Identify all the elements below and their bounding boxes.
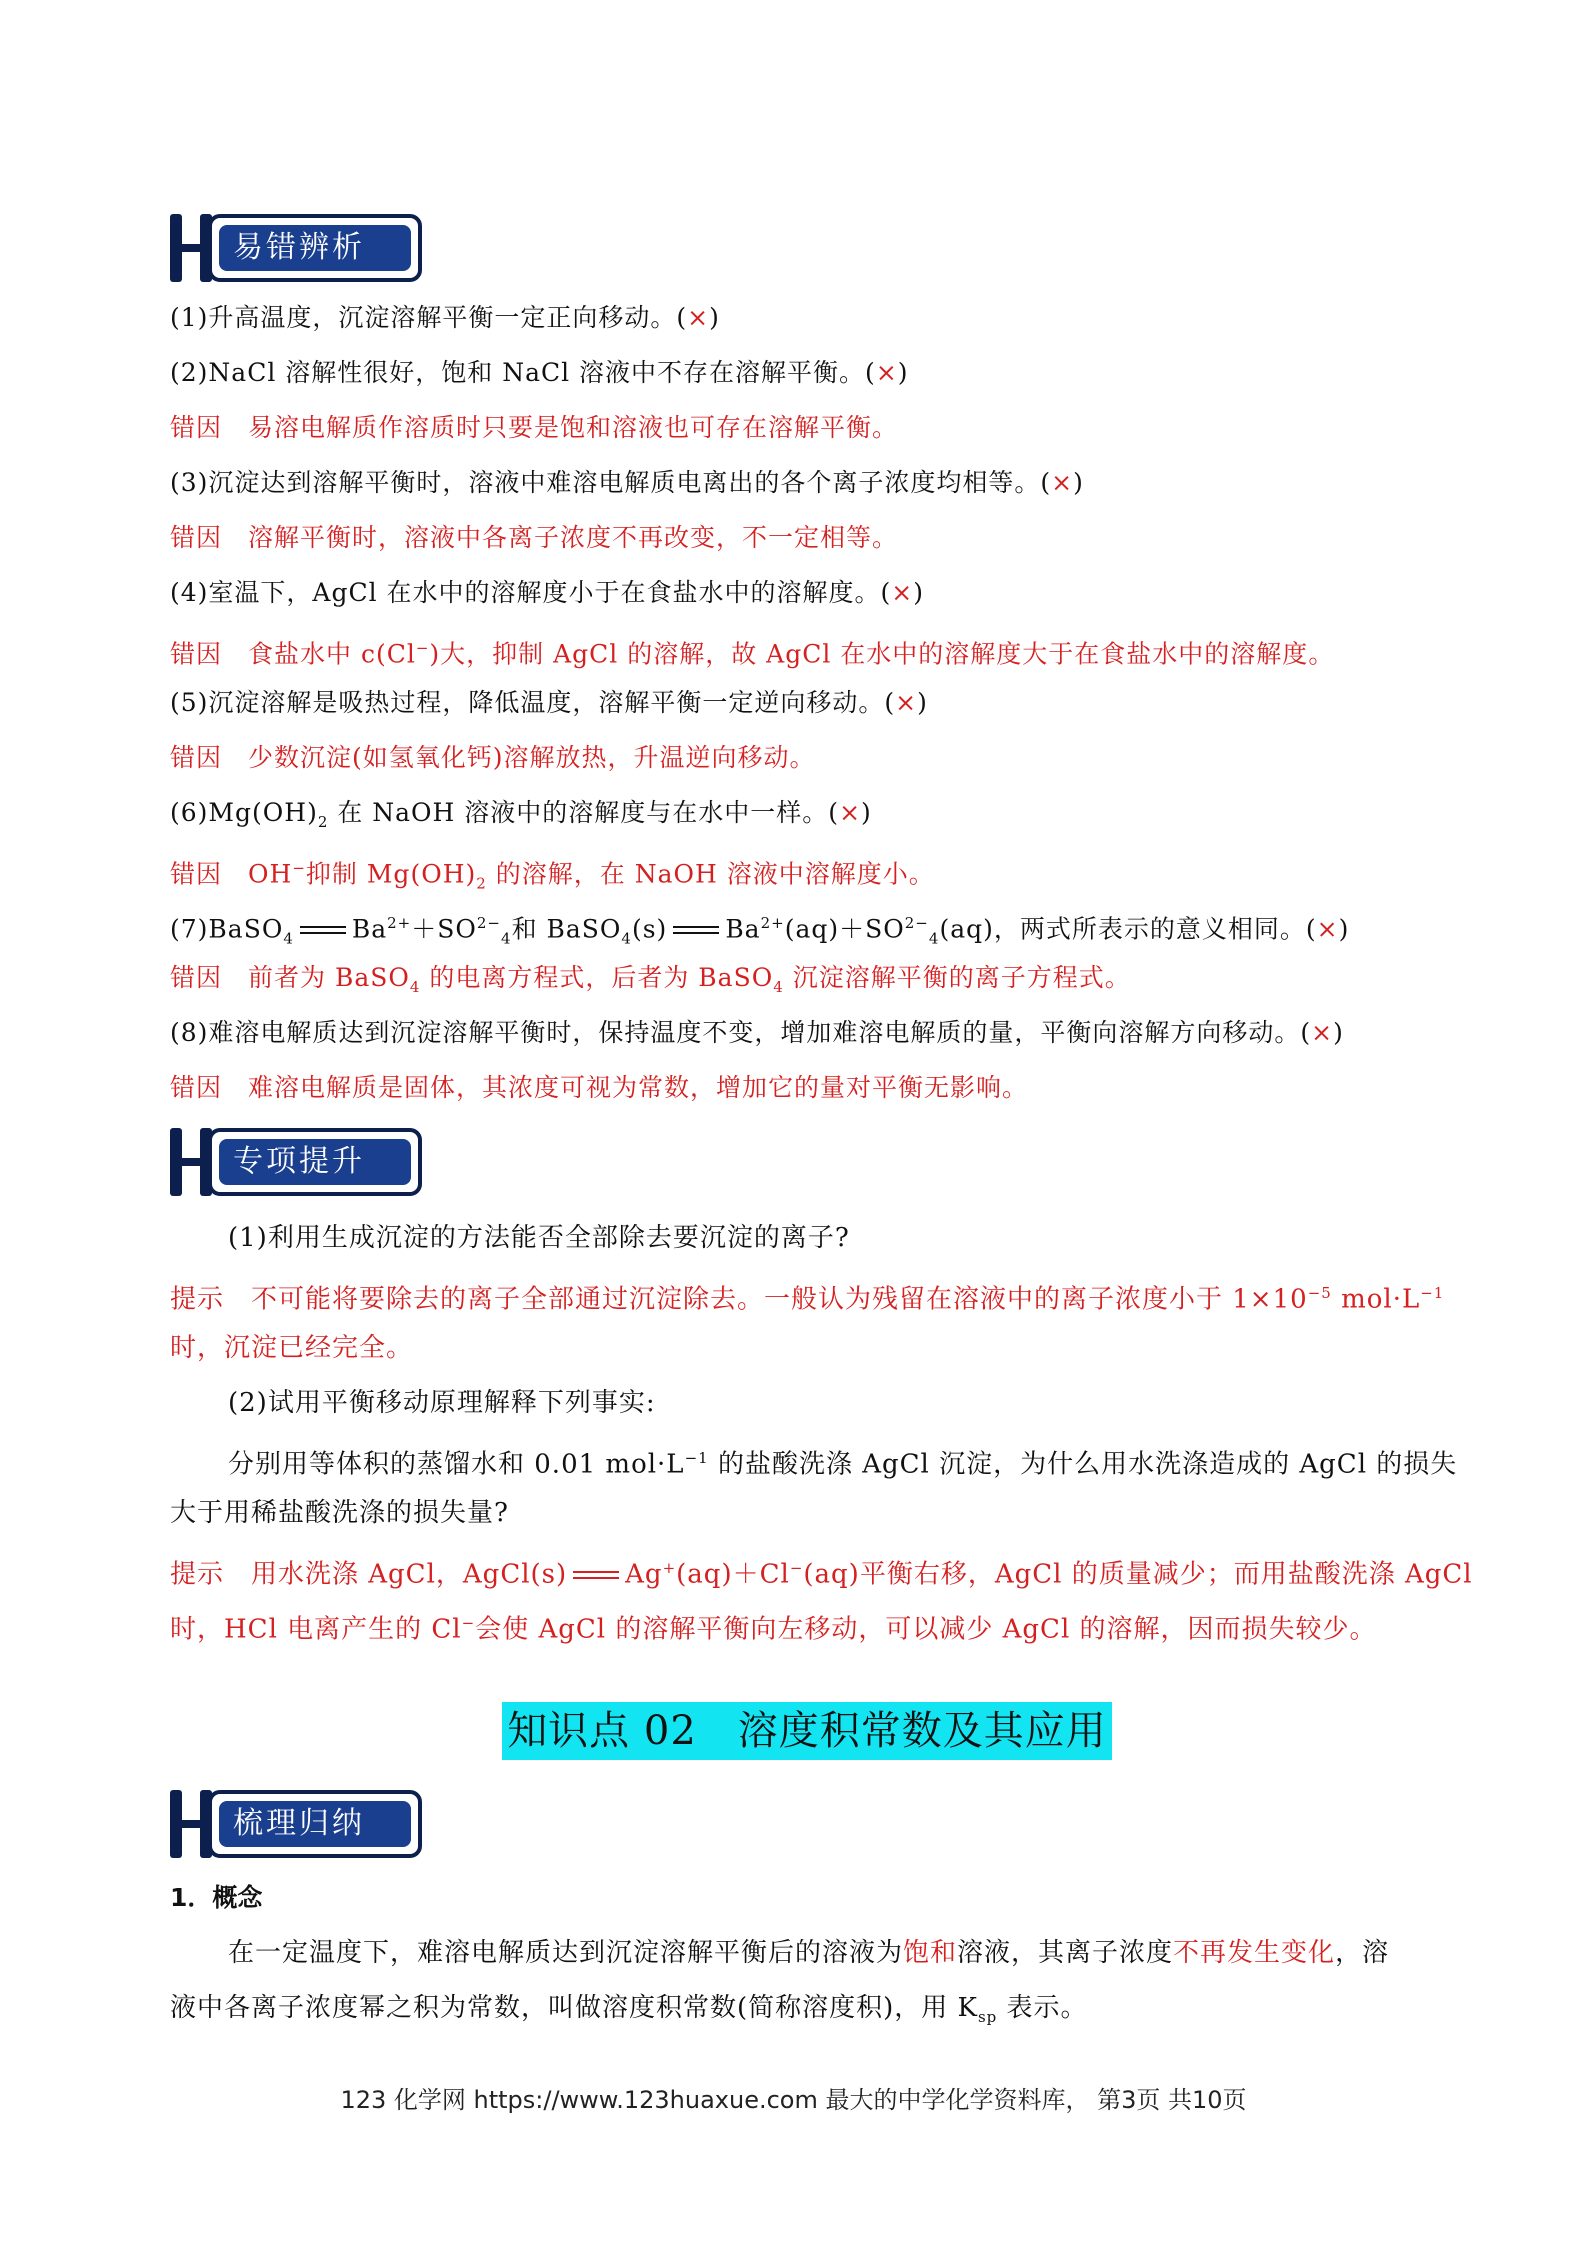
special-hint-2-cont: 时，HCl 电离产生的 Cl−会使 AgCl 的溶解平衡向左移动，可以减少 AgCl 的溶解，因而损失较少。: [170, 1614, 1377, 1645]
mistake-reason-6: 错因 OH−抑制 $Mg(OH)_2$ 的溶解，在 NaOH 溶液中溶解度小。: [170, 859, 935, 893]
mistake-reason-7: 错因 前者为 BaSO$_4$ 的电离方程式，后者为 BaSO$_4$ 沉淀溶解平衡的离子方程式。: [170, 963, 1131, 996]
knowledge-point-title: 知识点 02 溶度积常数及其应用: [502, 1702, 1112, 1760]
section-title: 易错辨析: [219, 225, 411, 271]
concept-heading: 1．概念: [170, 1883, 263, 1912]
special-hint-1-cont: 时，沉淀已经完全。: [170, 1333, 414, 1363]
special-question-2-body: 分别用等体积的蒸馏水和 0.01 $mol\cdot L^{-1}$ 的盐酸洗涤 AgCl 沉淀，为什么用水洗涤造成的 AgCl 的损失: [228, 1449, 1458, 1480]
mistake-item-3: (3)沉淀达到溶解平衡时，溶液中难溶电解质电离出的各个离子浓度均相等。(×): [170, 468, 1084, 497]
mistake-reason-4: 错因 食盐水中 c(Cl−)大，抑制 AgCl 的溶解，故 AgCl 在水中的溶解度大于在食盐水中的溶解度。: [170, 639, 1335, 669]
special-hint-2: 提示 用水洗涤 AgCl，AgCl(s) Ag+(aq)＋Cl−(aq)平衡右移，AgCl 的质量减少；而用盐酸洗涤 AgCl: [170, 1559, 1473, 1590]
equilibrium-arrow: [667, 921, 725, 941]
equilibrium-arrow: [567, 1566, 625, 1586]
special-question-2-cont: 大于用稀盐酸洗涤的损失量?: [170, 1498, 509, 1528]
special-question-2: (2)试用平衡移动原理解释下列事实:: [228, 1388, 656, 1418]
special-question-1: (1)利用生成沉淀的方法能否全部除去要沉淀的离子?: [228, 1223, 850, 1253]
section-title: 专项提升: [219, 1139, 411, 1185]
mistake-item-4: (4)室温下，AgCl 在水中的溶解度小于在食盐水中的溶解度。(×): [170, 578, 925, 607]
section-banner-summary: [170, 1790, 422, 1858]
mistake-reason-8: 错因 难溶电解质是固体，其浓度可视为常数，增加它的量对平衡无影响。: [170, 1073, 1029, 1102]
concept-paragraph-cont: 液中各离子浓度幂之积为常数，叫做溶度积常数(简称溶度积)，用 $K_{sp}$ 表示。: [170, 1993, 1088, 2027]
mistake-reason-3: 错因 溶解平衡时，溶液中各离子浓度不再改变，不一定相等。: [170, 523, 899, 552]
mistake-reason-5: 错因 少数沉淀(如氢氧化钙)溶解放热，升温逆向移动。: [170, 743, 816, 772]
concept-paragraph: 在一定温度下，难溶电解质达到沉淀溶解平衡后的溶液为饱和溶液，其离子浓度不再发生变化，溶: [228, 1938, 1390, 1968]
mistake-reason-2: 错因 易溶电解质作溶质时只要是饱和溶液也可存在溶解平衡。: [170, 413, 899, 442]
section-banner-mistakes: [170, 214, 422, 282]
mistake-item-5: (5)沉淀溶解是吸热过程，降低温度，溶解平衡一定逆向移动。(×): [170, 688, 928, 717]
mistake-item-8: (8)难溶电解质达到沉淀溶解平衡时，保持温度不变，增加难溶电解质的量，平衡向溶解方向移动。(×): [170, 1018, 1344, 1047]
mistake-item-1: (1)升高温度，沉淀溶解平衡一定正向移动。(×): [170, 303, 720, 332]
mistake-item-7: (7)BaSO$_4$ $Ba^{2+}+SO^{2-}_4$和 BaSO$_4$(s) $Ba^{2+}(aq)+SO^{2-}_4(aq)$，两式所表示的意义相同。(×): [170, 914, 1350, 948]
mistake-item-6: $(6)Mg(OH)_2$ 在 NaOH 溶液中的溶解度与在水中一样。(×): [170, 798, 872, 831]
mistake-item-2: (2)NaCl 溶解性很好，饱和 NaCl 溶液中不存在溶解平衡。(×): [170, 358, 909, 387]
page-footer: 123 化学网 https://www.123huaxue.com 最大的中学化学资料库， 第3页 共10页: [340, 2086, 1247, 2114]
special-hint-1: 提示 不可能将要除去的离子全部通过沉淀除去。一般认为残留在溶液中的离子浓度小于 $1\times 10^{-5}$ $mol\cdot L^{-1}$: [170, 1284, 1445, 1315]
section-banner-special: [170, 1128, 422, 1196]
section-title: 梳理归纳: [219, 1801, 411, 1847]
equals-arrow: [294, 921, 352, 941]
